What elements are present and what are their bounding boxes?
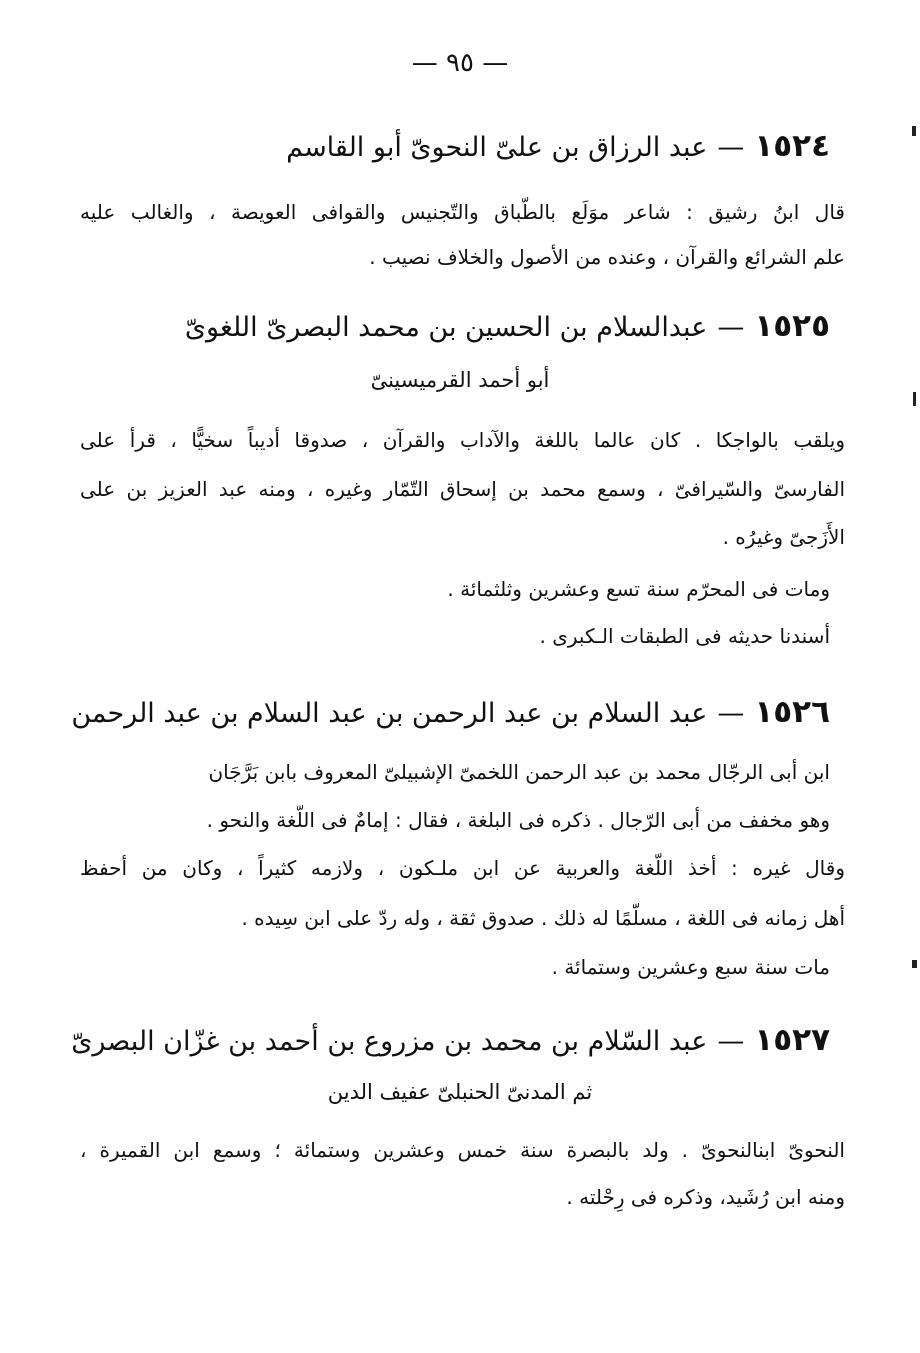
entry-dash: — bbox=[717, 1026, 745, 1057]
scan-mark bbox=[912, 960, 917, 968]
scan-mark bbox=[913, 392, 916, 406]
entry-text-line: أسندنا حديثه فى الطبقات الـكبرى . bbox=[539, 624, 830, 648]
entry-text-line: الأَزَجىّ وغيرُه . bbox=[722, 525, 845, 549]
entry-dash: — bbox=[717, 132, 745, 163]
entry-text-line: ابن أبى الرجّال محمد بن عبد الرحمن اللخمىّ الإشبيلىّ المعروف بابن بَرَّجَان bbox=[208, 760, 830, 784]
entry-heading-1524 bbox=[60, 128, 830, 164]
entry-text-line: ومنه ابن رُشَيد، وذكره فى رِحْلته . bbox=[566, 1185, 845, 1209]
entry-number: ١٥٢٥ bbox=[754, 308, 830, 344]
entry-text-line: وهو مخفف من أبى الرّجال . ذكره فى البلغة ، فقال : إمامٌ فى اللّغة والنحو . bbox=[206, 808, 830, 832]
scan-mark bbox=[912, 126, 916, 136]
entry-title: عبد السّلام بن محمد بن مزروع بن أحمد بن غزّان البصرىّ bbox=[71, 1026, 708, 1057]
entry-title: عبد السلام بن عبد الرحمن بن عبد السلام بن عبد الرحمن bbox=[71, 698, 708, 729]
entry-text-line: ويلقب بالواجكا . كان عالما باللغة والآداب والقرآن ، صدوقا أديباً سخيًّا ، قرأ على bbox=[80, 428, 845, 452]
entry-title: عبد الرزاق بن علىّ النحوىّ أبو القاسم bbox=[286, 132, 708, 163]
entry-text-line: قال ابنُ رشيق : شاعر موَلَع بالطّباق والتّجنيس والقوافى العويصة ، والغالب عليه bbox=[80, 200, 845, 224]
entry-heading-1526 bbox=[60, 694, 830, 730]
entry-text-line: وقال غيره : أخذ اللّغة والعربية عن ابن ملـكون ، ولازمه كثيراً ، وكان من أحفظ bbox=[80, 856, 845, 880]
entry-dash: — bbox=[717, 698, 745, 729]
entry-text-line: النحوىّ ابنالنحوىّ . ولد بالبصرة سنة خمس وعشرين وستمائة ؛ وسمع ابن القميرة ، bbox=[80, 1138, 845, 1162]
entry-text-line: الفارسىّ والسّيرافىّ ، وسمع محمد بن إسحاق التّمّار وغيره ، ومنه عبد العزيز بن على bbox=[80, 477, 845, 501]
entry-title: عبدالسلام بن الحسين بن محمد البصرىّ اللغوىّ bbox=[184, 312, 708, 343]
entry-heading-1525 bbox=[60, 308, 830, 344]
entry-subtitle: ثم المدنىّ الحنبلىّ عفيف الدين bbox=[327, 1080, 593, 1104]
entry-text-line: مات سنة سبع وعشرين وستمائة . bbox=[551, 955, 830, 979]
entry-number: ١٥٢٧ bbox=[754, 1022, 830, 1058]
entry-text-line: علم الشرائع والقرآن ، وعنده من الأصول والخلاف نصيب . bbox=[369, 245, 845, 269]
entry-text-line: أهل زمانه فى اللغة ، مسلّمًا له ذلك . صدوق ثقة ، وله ردّ على ابن سِيده . bbox=[241, 906, 845, 930]
entry-number: ١٥٢٤ bbox=[754, 128, 830, 164]
entry-heading-1527 bbox=[60, 1022, 830, 1058]
page-number: — ٩٥ — bbox=[411, 48, 509, 78]
entry-dash: — bbox=[717, 312, 745, 343]
entry-text-line: ومات فى المحرّم سنة تسع وعشرين وثلثمائة . bbox=[447, 577, 830, 601]
entry-number: ١٥٢٦ bbox=[754, 694, 830, 730]
entry-subtitle: أبو أحمد القرميسينىّ bbox=[370, 368, 550, 392]
